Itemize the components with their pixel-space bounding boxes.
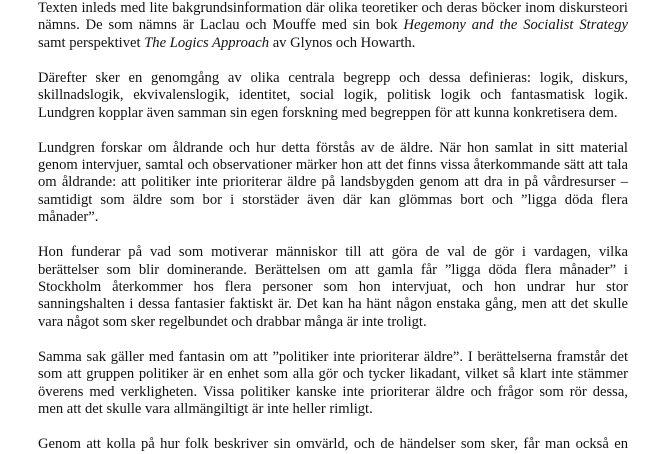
text-run: sanningshalten i dessa fantasier faktiskt är. Det kan ha hänt någon enstaka gång, men att det skulle [38,296,628,313]
text-run: Därefter sker en genomgång av olika centrala begrepp och dessa definieras: logik, diskurs, [38,69,628,86]
italic-title: Hegemony and the Socialist Strategy [403,17,628,34]
text-line [38,349,628,366]
text-line [38,140,628,157]
text-line [38,192,628,209]
text-run: samt perspektivet [38,34,145,51]
body-paragraph [38,436,628,453]
text-run: Samma sak gäller med fantasin om att ”politiker inte prioriterar äldre”. I berättelserna framstår det [38,348,628,365]
text-line [38,87,628,104]
body-paragraph [38,0,628,52]
text-line [38,279,628,296]
text-line [38,384,628,401]
text-run: Texten inleds med lite bakgrundsinformation där olika teoretiker och deras böcker inom diskursteori [38,0,628,16]
text-run: men att det skulle vara allmängiltigt är inte heller rimligt. [38,401,373,418]
text-run: nämns. De som nämns är Laclau och Mouffe med sin bok [38,17,404,34]
text-line [38,436,628,453]
body-paragraph [38,244,628,331]
text-run: som att gruppen politiker är en enhet som alla gör och tycker likadant, vilket så klart inte stämmer [38,366,628,383]
text-line [38,244,628,261]
text-line [38,35,628,52]
text-run: samtidigt som äldre som bor i storstäder även där kan glömmas bort och ”ligga döda flera [38,191,628,208]
text-run: överens med verkligheten. Vissa politiker kanske inte prioriterar äldre och frågor som rör dessa, [38,383,628,400]
text-run: vara något som sker regelbundet och drabbar många är inte troligt. [38,313,427,330]
text-line [38,401,628,418]
text-run: Lundgren kopplar även samman sin egen forskning med begreppen för att kunna konkretisera dem. [38,104,618,121]
italic-title: The Logics Approach [144,34,270,51]
text-line [38,0,628,17]
text-run: genom intervjuer, samtal och observationer märker hon att det finns vissa återkommande sätt att tala [38,157,628,174]
text-line [38,157,628,174]
body-paragraph [38,349,628,419]
text-line [38,174,628,191]
body-paragraph [38,140,628,227]
body-paragraph [38,70,628,122]
text-run: skillnadslogik, ekvivalenslogik, identitet, social logik, politisk logik och fantasmatisk logik. [38,87,628,104]
text-run: Hon funderar på vad som motiverar människor till att göra de val de gör i vardagen, vilka [38,244,628,261]
text-run: månader”. [38,209,99,226]
text-line [38,314,628,331]
text-run: berättelser som blir dominerande. Berättelsen om att gamla får ”ligga döda flera månader” i [38,261,628,278]
text-run: Genom att kolla på hur folk beskriver sin omvärld, och de händelser som sker, får man också en [38,436,628,453]
text-line [38,105,628,122]
text-line [38,366,628,383]
text-run: Lundgren forskar om åldrande och hur detta förstås av de äldre. När hon samlat in sitt material [38,139,628,156]
text-line [38,17,628,34]
text-line [38,262,628,279]
text-run: av Glynos och Howarth. [269,34,416,51]
text-line [38,70,628,87]
text-run: Stockholm återkommer hos flera personer som hon intervjuat, och hon undrar hur stor [38,279,628,296]
document-page [38,0,628,453]
text-line [38,296,628,313]
text-run: om åldrande: att politiker inte prioriterar äldre på landsbygden genom att dra in på vårdresurser – [38,174,628,191]
text-line [38,209,628,226]
